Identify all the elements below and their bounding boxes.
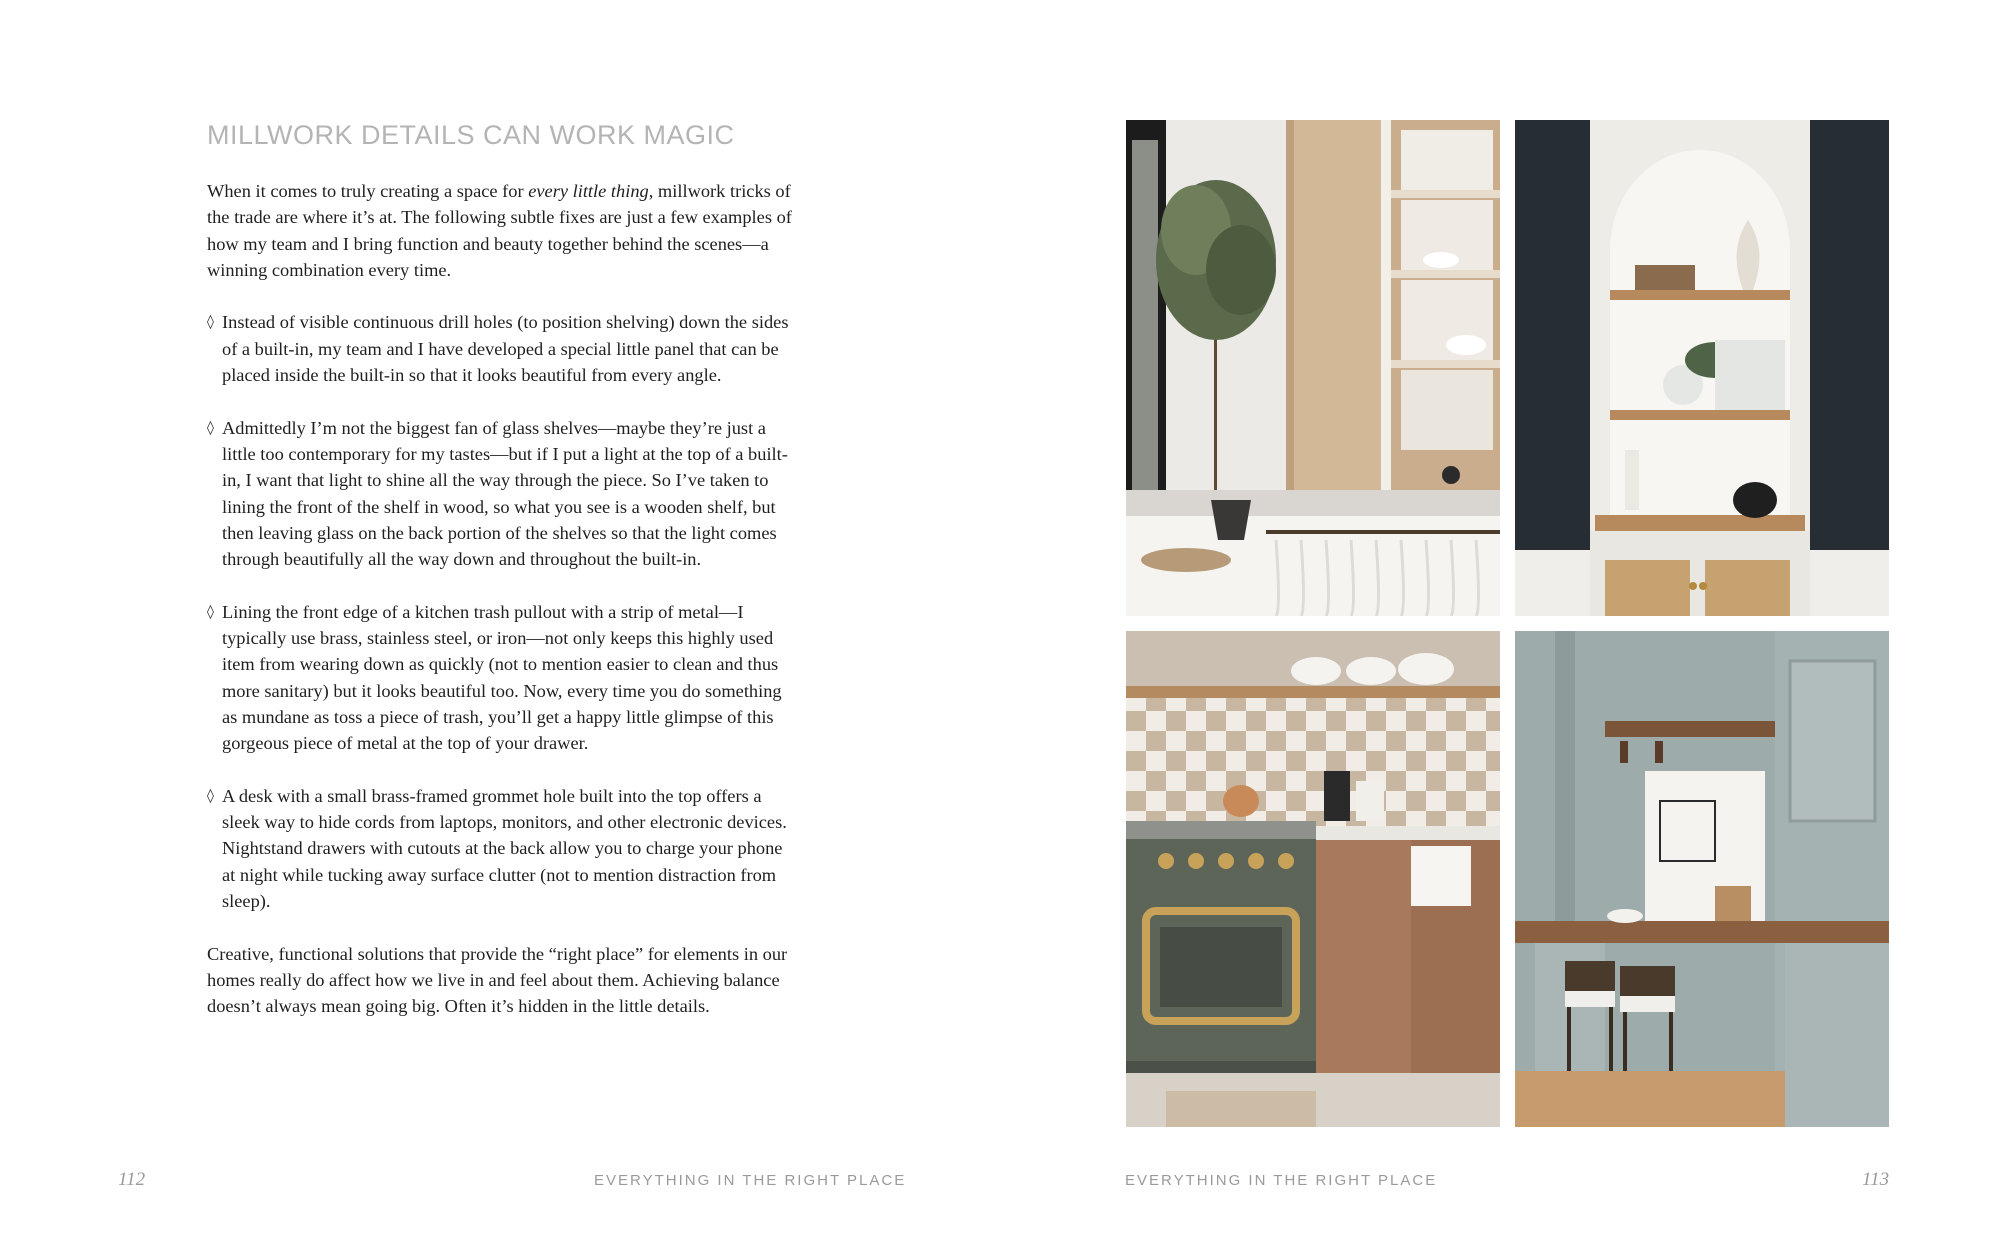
intro-text-start: When it comes to truly creating a space for — [207, 181, 529, 201]
bullet-item — [207, 599, 797, 757]
photo-arched-built-in — [1515, 120, 1889, 616]
bullet-item — [207, 309, 797, 388]
bullet-text: Instead of visible continuous drill holes (to position shelving) down the sides of a built-in, my team and I have developed a special little panel that can be placed inside the built-in so that it looks beautiful from every angle. — [222, 312, 789, 386]
left-page-number: 112 — [118, 1169, 146, 1190]
diamond-bullet-icon: ◊ — [207, 419, 214, 436]
right-running-title: EVERYTHING IN THE RIGHT PLACE — [1125, 1172, 1438, 1189]
diamond-bullet-icon: ◊ — [207, 314, 214, 331]
left-running-title: EVERYTHING IN THE RIGHT PLACE — [594, 1172, 907, 1189]
bullet-text: Lining the front edge of a kitchen trash pullout with a strip of metal—I typically use brass, stainless steel, or iron—not only keeps this highly used item from wearing down as quickly (not to mention easier to clean and thus more sanitary) but it looks beautiful too. Now, every time you do something as mundane as toss a piece of trash, you’ll get a happy little glimpse of this gorgeous piece of metal at the top of your drawer. — [222, 601, 782, 754]
body-text-column — [207, 178, 797, 1046]
photo-kitchen-range — [1126, 631, 1500, 1127]
intro-paragraph — [207, 178, 797, 283]
diamond-bullet-icon: ◊ — [207, 603, 214, 620]
bullet-text: A desk with a small brass-framed grommet hole built into the top offers a sleek way to hide cords from laptops, monitors, and other electronic devices. Nightstand drawers with cutouts at the back allow you to charge your phone at night while tucking away surface clutter (not to mention distraction from sleep). — [222, 785, 787, 912]
photo-olive-tree-shelves — [1126, 120, 1500, 616]
right-page-number: 113 — [1862, 1169, 1890, 1190]
bullet-text: Admittedly I’m not the biggest fan of glass shelves—maybe they’re just a little too contemporary for my tastes—but if I put a light at the top of a built-in, I want that light to shine all the way through the piece. So I’ve taken to lining the front of the shelf in wood, so what you see is a wooden shelf, but then leaving glass on the back portion of the shelves so that the light comes through beautifully all the way down and throughout the built-in. — [222, 417, 788, 570]
photo-built-in-desk — [1515, 631, 1889, 1127]
intro-emphasis: every little thing — [528, 181, 649, 201]
bullet-item — [207, 415, 797, 573]
section-heading: MILLWORK DETAILS CAN WORK MAGIC — [207, 120, 735, 150]
intro-text-end: , millwork tricks of the trade are where it’s at. The following subtle fixes are just a few examples of how my team and I bring function and beauty together behind the scenes—a winning combination every time. — [207, 181, 792, 280]
diamond-bullet-icon: ◊ — [207, 787, 214, 804]
closing-paragraph: Creative, functional solutions that provide the “right place” for elements in our homes really do affect how we live in and feel about them. Achieving balance doesn’t always mean going big. Often it’s hidden in the little details. — [207, 943, 788, 1017]
bullet-item — [207, 783, 797, 914]
